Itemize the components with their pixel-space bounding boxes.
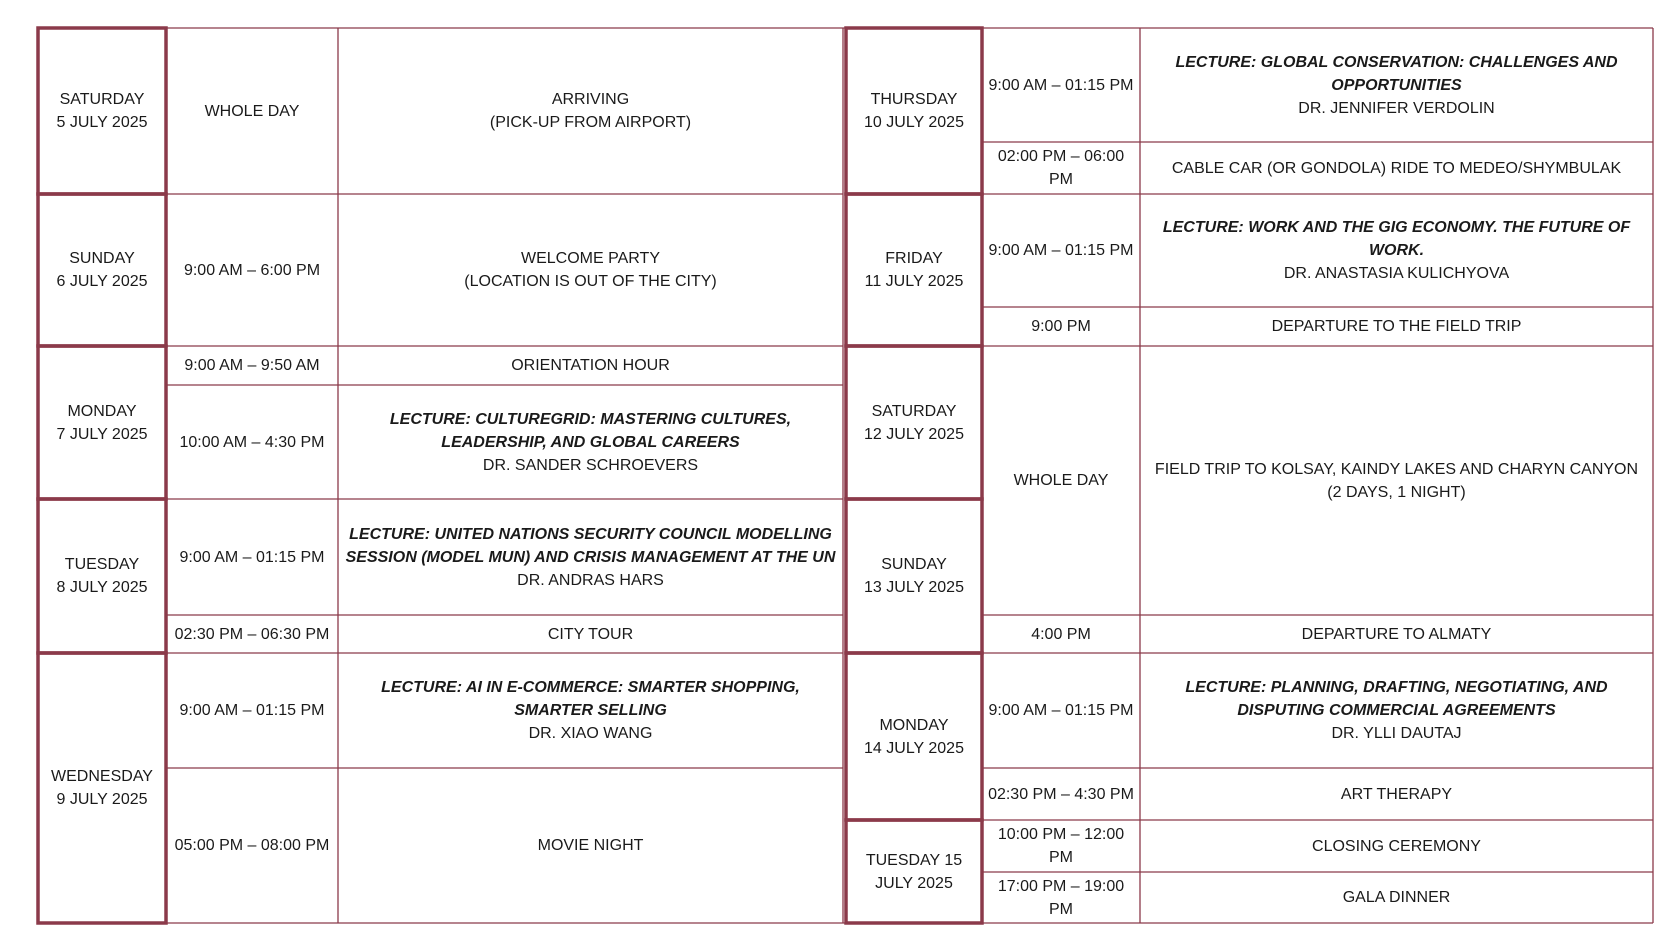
activity-text: ORIENTATION HOUR <box>511 357 670 374</box>
left-activity-cell <box>338 653 843 768</box>
left-activity-cell <box>338 194 843 346</box>
right-time-cell <box>982 653 1140 768</box>
activity-text: DR. SANDER SCHROEVERS <box>482 456 699 474</box>
right-activity-cell <box>1140 653 1653 768</box>
day-date: 12 JULY 2025 <box>864 425 964 443</box>
right-activity-cell <box>1140 307 1653 346</box>
day-name: SATURDAY <box>59 91 145 108</box>
day-name: SUNDAY <box>69 250 135 267</box>
time-slot: 02:30 PM – 4:30 PM <box>988 785 1134 803</box>
day-name: THURSDAY <box>870 91 958 108</box>
right-day-cell <box>846 499 982 653</box>
right-time-cell <box>982 872 1140 923</box>
right-time-cell <box>982 194 1140 307</box>
right-activity-cell <box>1140 872 1653 923</box>
day-date: 7 JULY 2025 <box>56 425 148 443</box>
right-activity-cell <box>1140 615 1653 653</box>
activity-text: DR. YLLI DAUTAJ <box>1331 725 1462 742</box>
left-time-cell <box>166 194 338 346</box>
activity-text: DR. JENNIFER VERDOLIN <box>1298 99 1495 117</box>
day-name: SATURDAY <box>871 402 957 420</box>
day-name: WEDNESDAY <box>51 768 153 785</box>
lecture-title: LECTURE: UNITED NATIONS SECURITY COUNCIL MODELLING SESSION (MODEL MUN) AND CRISIS MANAGEMENT AT THE UN <box>345 525 836 566</box>
time-slot: 10:00 PM – 12:00 PM <box>997 826 1125 866</box>
activity-text: DR. ANDRAS HARS <box>517 571 664 589</box>
activity-text: MOVIE NIGHT <box>537 837 644 854</box>
time-slot: 9:00 AM – 01:15 PM <box>179 548 325 566</box>
left-activity-cell <box>338 346 843 385</box>
left-time-cell <box>166 768 338 923</box>
left-activity-cell <box>338 385 843 499</box>
day-date: 9 JULY 2025 <box>56 791 148 808</box>
activity-text: CLOSING CEREMONY <box>1312 837 1481 855</box>
right-day-cell <box>846 820 982 923</box>
lecture-title: LECTURE: WORK AND THE GIG ECONOMY. THE FUTURE OF WORK. <box>1162 219 1631 259</box>
right-day-cell <box>846 194 982 346</box>
activity-text: (LOCATION IS OUT OF THE CITY) <box>464 273 717 290</box>
left-time-cell <box>166 499 338 615</box>
right-activity-cell <box>1140 194 1653 307</box>
day-name: MONDAY <box>879 716 949 734</box>
time-slot: 9:00 AM – 6:00 PM <box>183 261 321 279</box>
time-slot: WHOLE DAY <box>1013 472 1109 489</box>
right-time-cell <box>982 307 1140 346</box>
right-time-cell <box>982 142 1140 194</box>
time-slot: WHOLE DAY <box>204 102 300 120</box>
time-slot: 02:00 PM – 06:00 PM <box>997 148 1125 188</box>
activity-text: CITY TOUR <box>547 625 634 643</box>
day-date: 14 JULY 2025 <box>864 739 964 757</box>
day-date: 13 JULY 2025 <box>864 579 964 596</box>
day-date: 11 JULY 2025 <box>864 273 964 290</box>
activity-text: DEPARTURE TO THE FIELD TRIP <box>1271 318 1522 335</box>
right-activity-cell <box>1140 142 1653 194</box>
left-day-cell <box>38 28 166 194</box>
left-time-cell <box>166 385 338 499</box>
lecture-title: LECTURE: PLANNING, DRAFTING, NEGOTIATING, AND DISPUTING COMMERCIAL AGREEMENTS <box>1185 679 1608 719</box>
activity-text: (PICK-UP FROM AIRPORT) <box>489 114 692 131</box>
day-date: 6 JULY 2025 <box>56 273 148 290</box>
left-day-cell <box>38 653 166 923</box>
time-slot: 9:00 AM – 01:15 PM <box>179 702 325 719</box>
right-day-cell <box>846 653 982 820</box>
right-activity-cell <box>1140 28 1653 142</box>
lecture-title: LECTURE: GLOBAL CONSERVATION: CHALLENGES AND OPPORTUNITIES <box>1175 53 1618 94</box>
right-day-cell <box>846 28 982 194</box>
left-time-cell <box>166 653 338 768</box>
left-activity-cell <box>338 615 843 653</box>
activity-text: ARRIVING <box>551 91 630 108</box>
time-slot: 02:30 PM – 06:30 PM <box>174 625 330 643</box>
right-activity-cell <box>1140 346 1653 615</box>
left-activity-cell <box>338 768 843 923</box>
day-name: TUESDAY <box>64 556 140 573</box>
time-slot: 4:00 PM <box>1031 625 1091 643</box>
activity-text: WELCOME PARTY <box>521 250 660 267</box>
day-date: 8 JULY 2025 <box>56 579 148 596</box>
time-slot: 9:00 AM – 01:15 PM <box>988 76 1134 94</box>
activity-text: ART THERAPY <box>1340 785 1453 803</box>
right-day-cell <box>846 346 982 499</box>
day-date: 10 JULY 2025 <box>864 114 964 131</box>
time-slot: 17:00 PM – 19:00 PM <box>997 877 1125 918</box>
day-name: TUESDAY 15 <box>865 851 963 869</box>
activity-text: (2 DAYS, 1 NIGHT) <box>1327 483 1466 501</box>
activity-text: DR. ANASTASIA KULICHYOVA <box>1283 265 1510 282</box>
right-activity-cell <box>1140 768 1653 820</box>
activity-text: GALA DINNER <box>1342 889 1451 906</box>
time-slot: 9:00 AM – 01:15 PM <box>988 242 1134 259</box>
right-time-cell <box>982 820 1140 872</box>
left-time-cell <box>166 615 338 653</box>
time-slot: 05:00 PM – 08:00 PM <box>174 837 330 854</box>
left-day-cell <box>38 499 166 653</box>
lecture-title: LECTURE: AI IN E-COMMERCE: SMARTER SHOPPING, SMARTER SELLING <box>381 679 800 719</box>
lecture-title: LECTURE: CULTUREGRID: MASTERING CULTURES, LEADERSHIP, AND GLOBAL CAREERS <box>389 410 792 451</box>
day-date: JULY 2025 <box>875 874 953 892</box>
left-activity-cell <box>338 499 843 615</box>
time-slot: 10:00 AM – 4:30 PM <box>179 433 325 451</box>
right-time-cell <box>982 768 1140 820</box>
day-name: FRIDAY <box>885 250 943 267</box>
right-time-cell <box>982 615 1140 653</box>
activity-text: FIELD TRIP TO KOLSAY, KAINDY LAKES AND CHARYN CANYON <box>1154 460 1639 478</box>
activity-text: DEPARTURE TO ALMATY <box>1301 625 1492 643</box>
day-date: 5 JULY 2025 <box>56 114 148 131</box>
activity-text: DR. XIAO WANG <box>528 725 653 742</box>
time-slot: 9:00 AM – 01:15 PM <box>988 702 1134 719</box>
left-day-cell <box>38 346 166 499</box>
right-time-cell <box>982 346 1140 615</box>
left-day-cell <box>38 194 166 346</box>
right-time-cell <box>982 28 1140 142</box>
day-name: SUNDAY <box>881 556 947 573</box>
left-activity-cell <box>338 28 843 194</box>
left-time-cell <box>166 346 338 385</box>
time-slot: 9:00 AM – 9:50 AM <box>184 357 320 374</box>
activity-text: CABLE CAR (OR GONDOLA) RIDE TO MEDEO/SHYMBULAK <box>1171 159 1622 177</box>
right-activity-cell <box>1140 820 1653 872</box>
left-time-cell <box>166 28 338 194</box>
day-name: MONDAY <box>67 402 137 420</box>
time-slot: 9:00 PM <box>1031 318 1091 335</box>
